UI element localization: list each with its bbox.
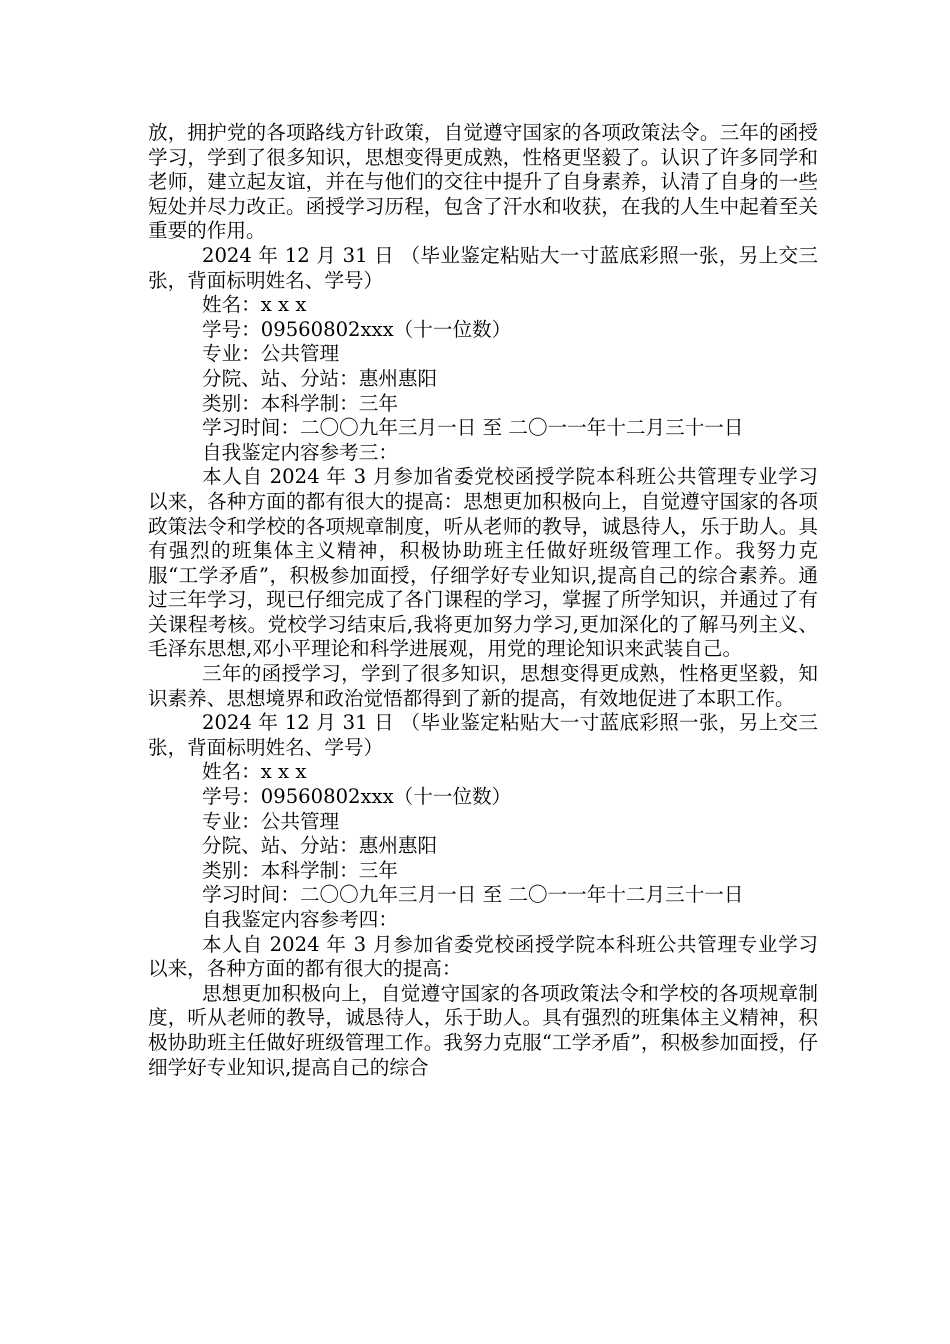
- date-photo-note: 2024 年 12 月 31 日 （毕业鉴定粘贴大一寸蓝底彩照一张，另上交三张，背面标明姓名、学号）: [148, 711, 818, 759]
- branch-field: 分院、站、分站：惠州惠阳: [202, 366, 438, 390]
- paragraph: 思想更加积极向上，自觉遵守国家的各项政策法令和学校的各项规章制度，听从老师的教导，诚恳待人，乐于助人。具有强烈的班集体主义精神，积极协助班主任做好班级管理工作。我努力克服“工学矛盾”，积极参加面授，仔细学好专业知识,提高自己的综合: [148, 981, 818, 1079]
- paragraph: 放，拥护党的各项路线方针政策，自觉遵守国家的各项政策法令。三年的函授学习，学到了很多知识，思想变得更成熟，性格更坚毅了。认识了许多同学和老师，建立起友谊，并在与他们的交往中提升了自身素养，认清了自身的一些短处并尽力改正。函授学习历程，包含了汗水和收获，在我的人生中起着至关重要的作用。: [148, 121, 818, 243]
- student-id-field: 学号：09560802xxx（十一位数）: [202, 317, 512, 341]
- category-field: 类别：本科学制：三年: [202, 391, 398, 415]
- study-period-field: 学习时间：二〇〇九年三月一日 至 二〇一一年十二月三十一日: [202, 416, 744, 440]
- paragraph: 三年的函授学习，学到了很多知识，思想变得更成熟，性格更坚毅，知识素养、思想境界和政治觉悟都得到了新的提高，有效地促进了本职工作。: [148, 662, 818, 710]
- paragraph: 本人自 2024 年 3 月参加省委党校函授学院本科班公共管理专业学习以来，各种方面的都有很大的提高：: [148, 932, 818, 981]
- section-heading: 自我鉴定内容参考三：: [202, 440, 398, 464]
- document-page: [148, 121, 818, 1080]
- category-field: 类别：本科学制：三年: [202, 858, 398, 882]
- branch-field: 分院、站、分站：惠州惠阳: [202, 834, 438, 858]
- major-field: 专业：公共管理: [202, 809, 340, 833]
- name-field: 姓名：x x x: [202, 293, 307, 317]
- date-photo-note: 2024 年 12 月 31 日 （毕业鉴定粘贴大一寸蓝底彩照一张，另上交三张，背面标明姓名、学号）: [148, 243, 818, 292]
- section-heading: 自我鉴定内容参考四：: [202, 908, 398, 931]
- student-id-field: 学号：09560802xxx（十一位数）: [202, 785, 512, 809]
- name-field: 姓名：x x x: [202, 760, 307, 784]
- paragraph: 本人自 2024 年 3 月参加省委党校函授学院本科班公共管理专业学习以来，各种方面的都有很大的提高：思想更加积极向上，自觉遵守国家的各项政策法令和学校的各项规章制度，听从老师的教导，诚恳待人，乐于助人。具有强烈的班集体主义精神，积极协助班主任做好班级管理工作。我努力克服“工学矛盾”，积极参加面授，仔细学好专业知识,提高自己的综合素养。通过三年学习，现已仔细完成了各门课程的学习，掌握了所学知识，并通过了有关课程考核。党校学习结束后,我将更加努力学习,更加深化的了解马列主义、毛泽东思想,邓小平理论和科学进展观，用党的理论知识来武装自己。: [148, 465, 818, 661]
- study-period-field: 学习时间：二〇〇九年三月一日 至 二〇一一年十二月三十一日: [202, 883, 744, 907]
- major-field: 专业：公共管理: [202, 342, 340, 366]
